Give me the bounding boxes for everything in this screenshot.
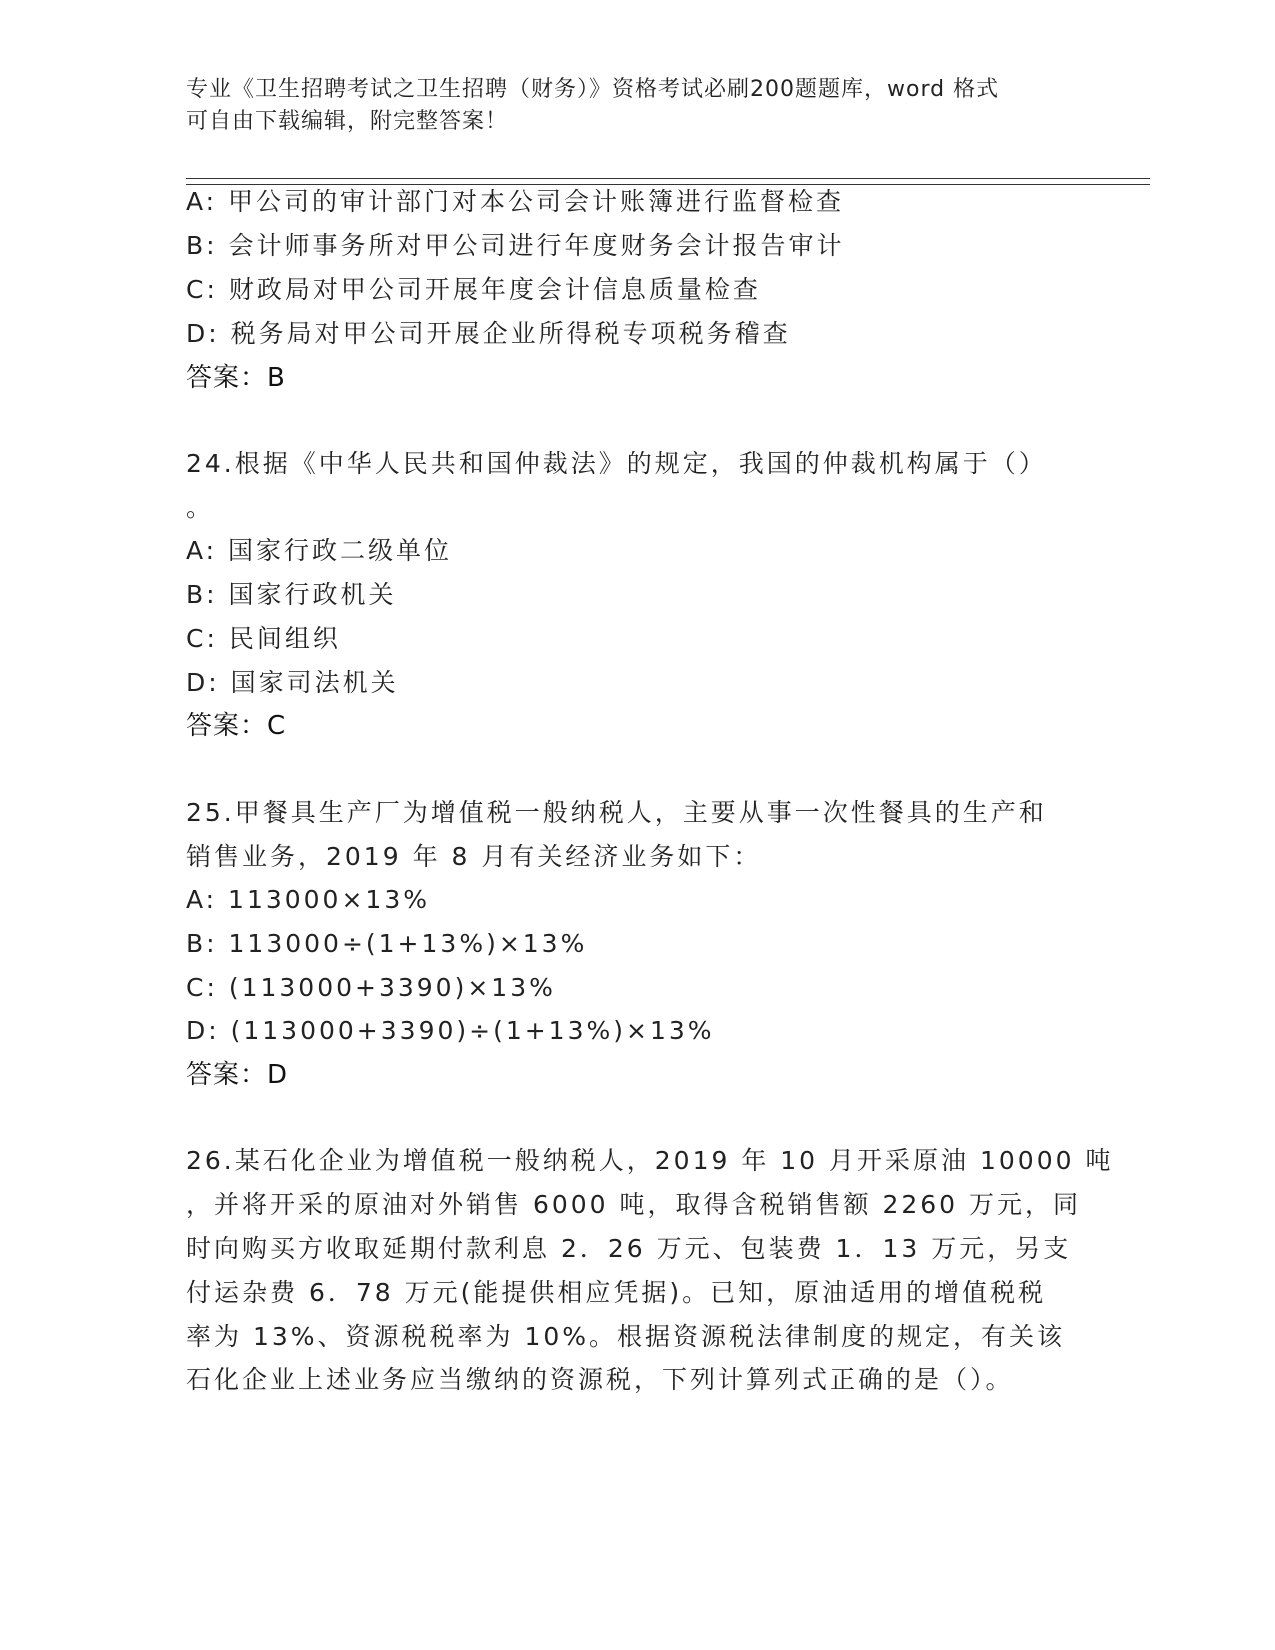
q25-stem-line-1: 25.甲餐具生产厂为增值税一般纳税人，主要从事一次性餐具的生产和	[186, 798, 1047, 827]
q23-option-d: D: 税务局对甲公司开展企业所得税专项税务稽查	[186, 319, 791, 348]
q24-option-d: D: 国家司法机关	[186, 668, 399, 697]
q26-stem-line-6: 石化企业上述业务应当缴纳的资源税，下列计算列式正确的是（）。	[186, 1365, 1014, 1394]
q24-option-c: C: 民间组织	[186, 624, 341, 653]
q25-option-c: C: (113000+3390)×13%	[186, 973, 556, 1002]
q24-answer: 答案：C	[186, 711, 287, 741]
q26-stem-line-4: 付运杂费 6．78 万元(能提供相应凭据)。已知，原油适用的增值税税	[186, 1278, 1047, 1307]
q26-stem-line-5: 率为 13%、资源税税率为 10%。根据资源税法律制度的规定，有关该	[186, 1322, 1066, 1351]
q25-option-b: B: 113000÷(1+13%)×13%	[186, 929, 588, 958]
q23-option-c: C: 财政局对甲公司开展年度会计信息质量检查	[186, 275, 761, 304]
q26-stem-line-1: 26.某石化企业为增值税一般纳税人，2019 年 10 月开采原油 10000 吨	[186, 1146, 1114, 1175]
q23-option-a: A: 甲公司的审计部门对本公司会计账簿进行监督检查	[186, 187, 845, 216]
q26-stem-line-3: 时向购买方收取延期付款利息 2．26 万元、包装费 1．13 万元，另支	[186, 1234, 1072, 1263]
q24-stem-line-2: 。	[186, 493, 215, 522]
q25-answer: 答案：D	[186, 1060, 289, 1090]
q26-stem-line-2: ，并将开采的原油对外销售 6000 吨，取得含税销售额 2260 万元，同	[186, 1190, 1082, 1219]
header-title-line-2: 可自由下载编辑，附完整答案！	[186, 109, 509, 134]
q25-stem-line-2: 销售业务，2019 年 8 月有关经济业务如下：	[186, 842, 762, 871]
document-header	[186, 74, 1086, 138]
header-title-line-1: 专业《卫生招聘考试之卫生招聘（财务）》资格考试必刷200题题库，word 格式	[186, 77, 1000, 102]
q23-option-b: B: 会计师事务所对甲公司进行年度财务会计报告审计	[186, 231, 845, 260]
q23-answer: 答案：B	[186, 363, 286, 393]
q25-option-a: A: 113000×13%	[186, 885, 430, 914]
q24-option-b: B: 国家行政机关	[186, 580, 397, 609]
q24-stem-line-1: 24.根据《中华人民共和国仲裁法》的规定，我国的仲裁机构属于（）	[186, 449, 1047, 478]
q24-option-a: A: 国家行政二级单位	[186, 536, 453, 565]
q25-option-d: D: (113000+3390)÷(1+13%)×13%	[186, 1016, 715, 1045]
